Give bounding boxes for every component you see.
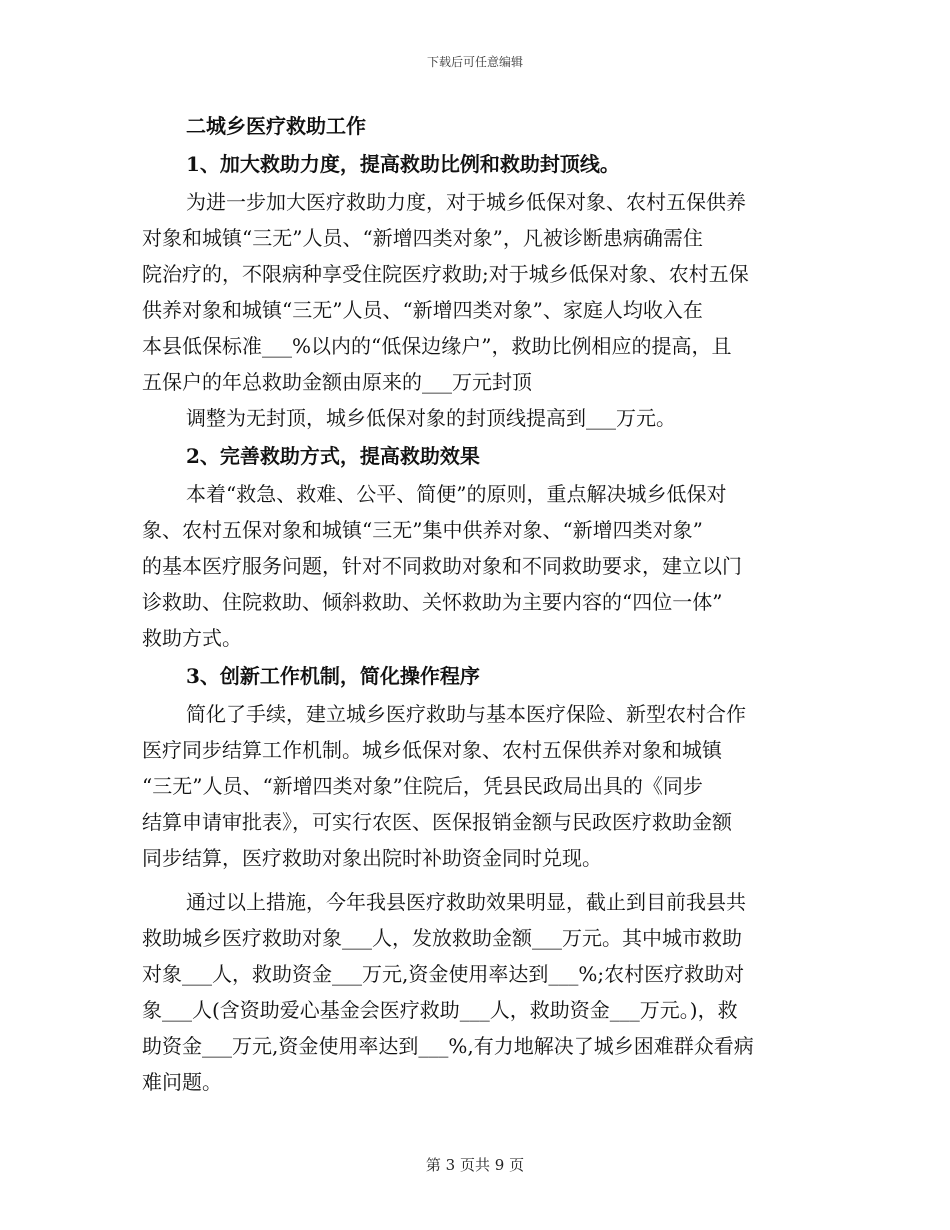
text-line: 象___人(含资助爱心基金会医疗救助___人，救助资金___万元。)，救 <box>142 998 738 1022</box>
paragraph <box>142 696 802 876</box>
paragraph <box>142 400 802 436</box>
text-line: 同步结算，医疗救助对象出院时补助资金同时兑现。 <box>142 846 602 870</box>
page-footer: 第 3 页共 9 页 <box>425 1156 525 1174</box>
text-line: 对象和城镇“三无”人员、“新增四类对象”，凡被诊断患病确需住 <box>142 226 703 250</box>
text-line: 助资金___万元,资金使用率达到___%,有力地解决了城乡困难群众看病 <box>142 1034 754 1058</box>
section-title: 二城乡医疗救助工作 <box>186 114 366 138</box>
paragraph <box>142 884 802 1100</box>
text-line: “三无”人员、“新增四类对象”住院后，凭县民政局出具的《同步 <box>142 774 703 798</box>
paragraph <box>142 476 802 656</box>
text-line: 难问题。 <box>142 1070 222 1094</box>
item-heading: 1、加大救助力度，提高救助比例和救助封顶线。 <box>186 152 620 176</box>
text-line: 象、农村五保对象和城镇“三无”集中供养对象、“新增四类对象” <box>142 518 703 542</box>
text-line: 救助方式。 <box>142 626 242 650</box>
text-line: 为进一步加大医疗救助力度，对于城乡低保对象、农村五保供养 <box>186 190 746 214</box>
page-header: 下载后可任意编辑 <box>426 55 523 69</box>
text-line: 院治疗的，不限病种享受住院医疗救助;对于城乡低保对象、农村五保 <box>142 262 749 286</box>
text-line: 对象___人，救助资金___万元,资金使用率达到___%;农村医疗救助对 <box>142 962 745 986</box>
text-line: 诊救助、住院救助、倾斜救助、关怀救助为主要内容的“四位一体” <box>142 590 723 614</box>
text-line: 医疗同步结算工作机制。城乡低保对象、农村五保供养对象和城镇 <box>142 738 722 762</box>
text-line: 的基本医疗服务问题，针对不同救助对象和不同救助要求，建立以门 <box>142 554 742 578</box>
text-line: 本县低保标准___%以内的“低保边缘户”，救助比例相应的提高，且 <box>142 334 732 358</box>
text-line: 结算申请审批表》，可实行农医、医保报销金额与民政医疗救助金额 <box>142 810 732 834</box>
item-heading: 2、完善救助方式，提高救助效果 <box>186 444 480 468</box>
text-line: 简化了手续，建立城乡医疗救助与基本医疗保险、新型农村合作 <box>186 702 746 726</box>
text-line: 通过以上措施，今年我县医疗救助效果明显，截止到目前我县共 <box>186 890 746 914</box>
text-line: 本着“救急、救难、公平、简便”的原则，重点解决城乡低保对 <box>186 482 727 506</box>
text-line: 调整为无封顶，城乡低保对象的封顶线提高到___万元。 <box>186 406 676 430</box>
paragraph <box>142 184 802 400</box>
text-line: 供养对象和城镇“三无”人员、“新增四类对象”、家庭人均收入在 <box>142 298 703 322</box>
item-heading: 3、创新工作机制，简化操作程序 <box>186 664 480 688</box>
text-line: 五保户的年总救助金额由原来的___万元封顶 <box>142 370 532 394</box>
text-line: 救助城乡医疗救助对象___人，发放救助金额___万元。其中城市救助 <box>142 926 742 950</box>
document-body <box>142 108 802 1100</box>
